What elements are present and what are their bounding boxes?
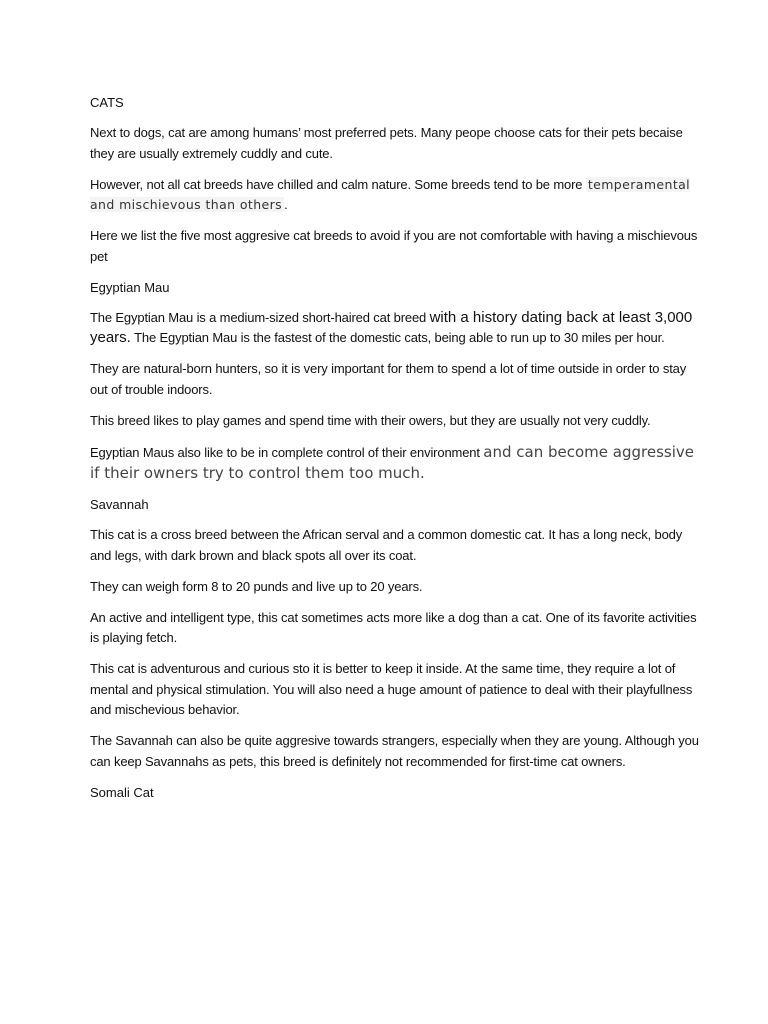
- section-heading-egyptian-mau: Egyptian Mau: [90, 279, 170, 295]
- section-heading-somali-cat: Somali Cat: [90, 784, 154, 800]
- egyptian-mau-p4-big: and can become aggressive if their owners try to control them too much.: [90, 442, 694, 482]
- intro-paragraph-1: Next to dogs, cat are among humans’ most preferred pets. Many peope choose cats for their pets becaise they are usually extremely cuddly and cute.: [90, 125, 683, 161]
- document-page: [90, 93, 700, 813]
- savannah-paragraph-2: They can weigh form 8 to 20 punds and live up to 20 years.: [90, 578, 423, 594]
- intro-paragraph-2-highlight: temperamental and mischievous than others: [90, 176, 691, 212]
- egyptian-mau-p1-big: with a history dating back at least 3,000 years.: [90, 308, 693, 346]
- intro-paragraph-2-end: .: [284, 197, 288, 212]
- savannah-paragraph-4: This cat is adventurous and curious sto it is better to keep it inside. At the same time, they require a lot of mental and physical stimulation. You will also need a huge amount of patience to deal with their playfullness and mischevious behavior.: [90, 661, 693, 717]
- document-title: CATS: [90, 95, 124, 110]
- egyptian-mau-paragraph-3: This breed likes to play games and spend time with their owers, but they are usually not very cuddly.: [90, 412, 651, 428]
- section-heading-savannah: Savannah: [90, 497, 149, 512]
- egyptian-mau-paragraph-2: They are natural-born hunters, so it is very important for them to spend a lot of time outside in order to stay out of trouble indoors.: [90, 361, 687, 397]
- egyptian-mau-p1-end: The Egyptian Mau is the fastest of the domestic cats, being able to run up to 30 miles per hour.: [130, 330, 665, 345]
- savannah-paragraph-3: An active and intelligent type, this cat sometimes acts more like a dog than a cat. One of its favorite activities is playing fetch.: [90, 609, 697, 645]
- egyptian-mau-paragraph-4: [90, 442, 700, 485]
- egyptian-mau-paragraph-1: [90, 308, 700, 349]
- egyptian-mau-p1-start: The Egyptian Mau is a medium-sized short-haired cat breed: [90, 309, 430, 325]
- intro-paragraph-3: Here we list the five most aggresive cat breeds to avoid if you are not comfortable with having a mischievous pet: [90, 228, 698, 264]
- intro-paragraph-2-start: However, not all cat breeds have chilled and calm nature. Some breeds tend to be more: [90, 176, 586, 192]
- savannah-paragraph-1: This cat is a cross breed between the African serval and a common domestic cat. It has a long neck, body and legs, with dark brown and black spots all over its coat.: [90, 527, 683, 563]
- savannah-paragraph-5: The Savannah can also be quite aggresive towards strangers, especially when they are young. Although you can keep Savannahs as pets, this breed is definitely not recommended for first-time cat owners.: [90, 733, 699, 769]
- egyptian-mau-p4-start: Egyptian Maus also like to be in complete control of their environment: [90, 444, 484, 460]
- intro-paragraph-2: [90, 175, 700, 216]
